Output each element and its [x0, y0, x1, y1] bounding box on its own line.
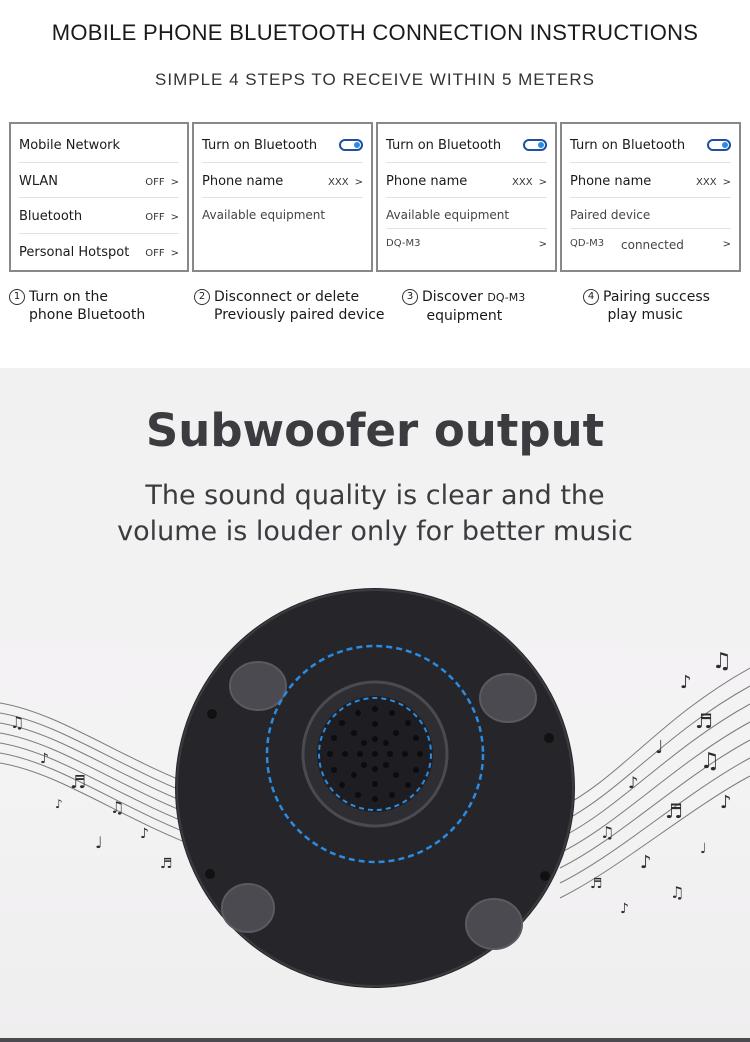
section-label: Available equipment	[202, 208, 326, 222]
settings-panel-2	[192, 122, 373, 272]
svg-text:♩: ♩	[700, 841, 707, 857]
step-text: play music	[607, 307, 683, 323]
svg-text:♪: ♪	[628, 773, 639, 792]
bluetooth-toggle-icon	[707, 139, 731, 151]
chevron-right-icon: >	[354, 177, 363, 188]
step-text: Turn on the	[29, 289, 108, 305]
svg-text:♪: ♪	[140, 826, 149, 842]
row-label: Personal Hotspot	[19, 245, 130, 260]
row-label: Turn on Bluetooth	[386, 138, 502, 153]
row-label: Turn on Bluetooth	[202, 138, 318, 153]
svg-text:♫: ♫	[700, 749, 720, 774]
chevron-right-icon: >	[170, 248, 179, 259]
section-label: Paired device	[570, 208, 651, 222]
row-label: Mobile Network	[19, 138, 121, 153]
step-text: Previously paired device	[214, 307, 385, 323]
speaker-illustration	[0, 368, 750, 1042]
bluetooth-instructions-section	[0, 0, 750, 368]
chevron-right-icon: >	[722, 239, 731, 250]
row-label: Phone name	[570, 174, 652, 189]
step-text: Discover	[422, 289, 488, 305]
settings-panel-4	[560, 122, 741, 272]
step-number-icon: 1	[9, 289, 25, 305]
row-label: Bluetooth	[19, 209, 83, 224]
row-label: Phone name	[202, 174, 284, 189]
row-label: Phone name	[386, 174, 468, 189]
music-wave-left	[0, 703, 200, 848]
settings-panel-3	[376, 122, 557, 272]
step-number-icon: 2	[194, 289, 210, 305]
step-text: equipment	[426, 308, 503, 324]
svg-text:♬: ♬	[665, 799, 683, 823]
chevron-right-icon: >	[170, 177, 179, 188]
page-subtitle: SIMPLE 4 STEPS TO RECEIVE WITHIN 5 METERS	[155, 70, 595, 89]
step-text: Pairing success	[603, 289, 710, 305]
tagline-line: The sound quality is clear and the	[145, 480, 605, 511]
svg-text:♪: ♪	[40, 751, 49, 767]
svg-text:♫: ♫	[110, 798, 125, 817]
subwoofer-promo-section	[0, 368, 750, 1042]
chevron-right-icon: >	[722, 177, 731, 188]
bottom-border	[0, 1038, 750, 1042]
svg-text:♫: ♫	[670, 883, 685, 902]
device-name: DQ-M3	[386, 238, 421, 249]
svg-text:♪: ♪	[720, 792, 732, 813]
chevron-right-icon: >	[538, 177, 547, 188]
page-title: MOBILE PHONE BLUETOOTH CONNECTION INSTRUCTIONS	[51, 20, 699, 45]
svg-text:♩: ♩	[95, 833, 103, 852]
chevron-right-icon: >	[538, 239, 547, 250]
svg-text:♬: ♬	[695, 709, 713, 733]
connection-status: connected	[621, 238, 684, 252]
promo-headline: Subwoofer output	[145, 404, 605, 457]
step-number-icon: 3	[402, 289, 418, 305]
bluetooth-toggle-icon	[523, 139, 547, 151]
svg-text:♬: ♬	[70, 772, 87, 793]
svg-text:♪: ♪	[55, 797, 63, 811]
svg-text:♪: ♪	[620, 901, 629, 917]
device-name: QD-M3	[570, 238, 605, 249]
svg-text:♫: ♫	[10, 713, 25, 732]
promo-tagline	[0, 478, 750, 550]
svg-text:♩: ♩	[655, 737, 664, 758]
step-number-icon: 4	[583, 289, 599, 305]
row-value: OFF >	[145, 212, 179, 223]
section-label: Available equipment	[386, 208, 510, 222]
svg-text:♫: ♫	[712, 649, 732, 674]
row-value: XXX >	[512, 177, 547, 188]
row-value: OFF >	[145, 248, 179, 259]
svg-text:♬: ♬	[590, 876, 603, 892]
device-name: DQ-M3	[487, 291, 526, 304]
svg-text:♬: ♬	[160, 856, 173, 872]
settings-panel-1	[9, 122, 189, 272]
svg-text:♪: ♪	[680, 672, 692, 693]
row-value: XXX >	[696, 177, 731, 188]
step-text: Disconnect or delete	[214, 289, 360, 305]
row-value: XXX >	[328, 177, 363, 188]
row-value: OFF >	[145, 177, 179, 188]
row-label: WLAN	[19, 174, 59, 189]
tagline-line: volume is louder only for better music	[117, 516, 633, 547]
step-text: phone Bluetooth	[29, 307, 146, 323]
music-wave-right	[560, 668, 750, 898]
svg-text:♫: ♫	[600, 823, 615, 842]
svg-text:♪: ♪	[640, 852, 652, 873]
chevron-right-icon: >	[170, 212, 179, 223]
bluetooth-toggle-icon	[339, 139, 363, 151]
row-label: Turn on Bluetooth	[570, 138, 686, 153]
